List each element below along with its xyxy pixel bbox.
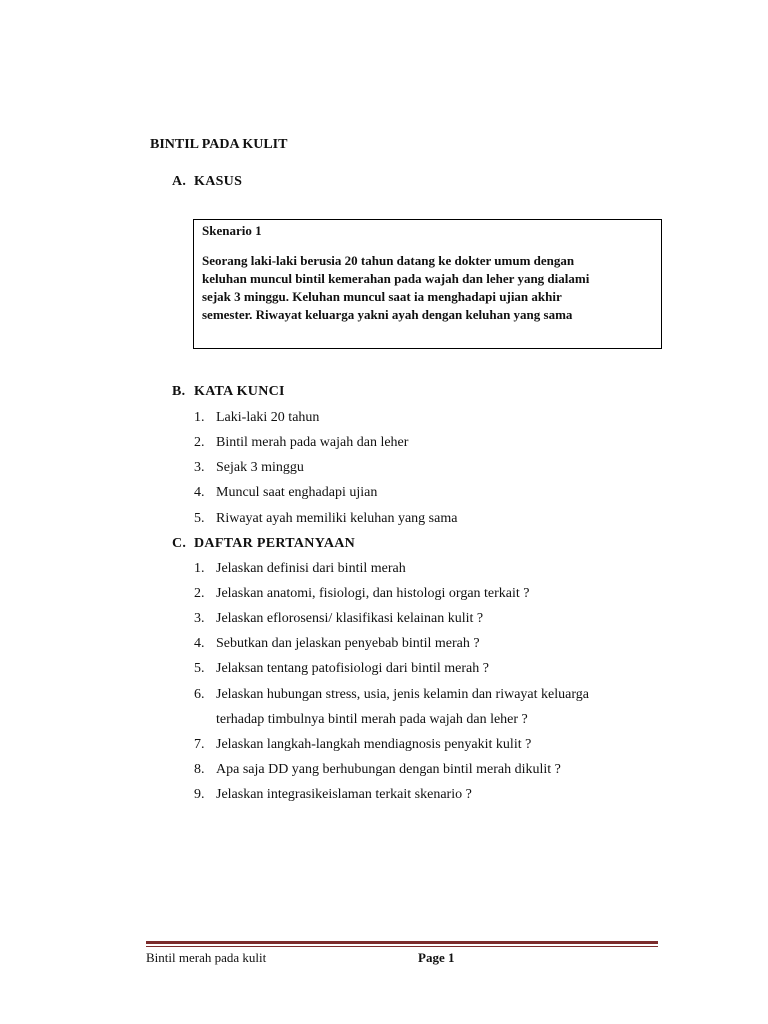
item-text: Jelaskan integrasikeislaman terkait skenario ?	[216, 787, 472, 802]
item-text: Sebutkan dan jelaskan penyebab bintil merah ?	[216, 636, 480, 651]
item-number: 5.	[194, 511, 205, 526]
item-text: Laki-laki 20 tahun	[216, 410, 320, 425]
scenario-line: Seorang laki-laki berusia 20 tahun datang ke dokter umum dengan	[202, 253, 575, 268]
keyword-item	[194, 410, 319, 426]
item-number: 1.	[194, 561, 205, 576]
item-number: 4.	[194, 636, 205, 651]
item-text: Jelaskan langkah-langkah mendiagnosis penyakit kulit ?	[216, 737, 532, 752]
item-number: 5.	[194, 661, 205, 676]
question-item	[194, 661, 489, 677]
keyword-item	[194, 435, 408, 451]
section-b-heading	[172, 384, 285, 400]
question-item-continuation: terhadap timbulnya bintil merah pada wajah dan leher ?	[216, 712, 528, 727]
item-number: 8.	[194, 762, 205, 777]
page-number: Page 1	[418, 950, 455, 965]
question-item	[194, 611, 483, 627]
question-item	[194, 787, 472, 803]
item-number: 3.	[194, 460, 205, 475]
question-item	[194, 561, 406, 577]
scenario-line: keluhan muncul bintil kemerahan pada wajah dan leher yang dialami	[202, 271, 590, 286]
item-number: 9.	[194, 787, 205, 802]
section-a-letter: A.	[172, 174, 187, 189]
section-a-heading	[172, 174, 242, 190]
section-b-letter: B.	[172, 384, 186, 399]
scenario-box	[193, 219, 662, 349]
question-item	[194, 586, 530, 602]
keyword-item	[194, 460, 304, 476]
scenario-title: Skenario 1	[202, 223, 262, 238]
item-number: 4.	[194, 485, 205, 500]
section-a-title: KASUS	[194, 174, 243, 189]
item-text: Bintil merah pada wajah dan leher	[216, 435, 409, 450]
item-number: 6.	[194, 687, 205, 702]
footer-rule-thin	[146, 946, 658, 947]
keyword-item	[194, 511, 457, 527]
document-title: BINTIL PADA KULIT	[150, 137, 288, 152]
question-item	[194, 762, 561, 778]
section-c-title: DAFTAR PERTANYAAN	[194, 536, 356, 551]
section-c-heading	[172, 536, 355, 552]
item-number: 2.	[194, 435, 205, 450]
item-number: 1.	[194, 410, 205, 425]
question-item	[194, 737, 531, 753]
item-number: 7.	[194, 737, 205, 752]
item-text: Apa saja DD yang berhubungan dengan bintil merah dikulit ?	[216, 762, 561, 777]
footer-rule-thick	[146, 941, 658, 944]
keyword-item	[194, 485, 377, 501]
scenario-line: sejak 3 minggu. Keluhan muncul saat ia menghadapi ujian akhir	[202, 289, 562, 304]
question-item	[194, 636, 480, 652]
item-text: Sejak 3 minggu	[216, 460, 304, 475]
section-c-letter: C.	[172, 536, 187, 551]
item-text: Riwayat ayah memiliki keluhan yang sama	[216, 511, 458, 526]
item-text: Jelaskan anatomi, fisiologi, dan histologi organ terkait ?	[216, 586, 530, 601]
item-text: Muncul saat enghadapi ujian	[216, 485, 378, 500]
item-number: 3.	[194, 611, 205, 626]
item-text: Jelaksan tentang patofisiologi dari bintil merah ?	[216, 661, 489, 676]
item-text: Jelaskan hubungan stress, usia, jenis kelamin dan riwayat keluarga	[216, 687, 589, 702]
section-b-title: KATA KUNCI	[194, 384, 285, 399]
question-item	[194, 687, 589, 703]
scenario-line: semester. Riwayat keluarga yakni ayah dengan keluhan yang sama	[202, 307, 573, 322]
item-text: Jelaskan definisi dari bintil merah	[216, 561, 406, 576]
footer-text: Bintil merah pada kulit	[146, 950, 267, 965]
item-number: 2.	[194, 586, 205, 601]
item-text: Jelaskan eflorosensi/ klasifikasi kelainan kulit ?	[216, 611, 484, 626]
